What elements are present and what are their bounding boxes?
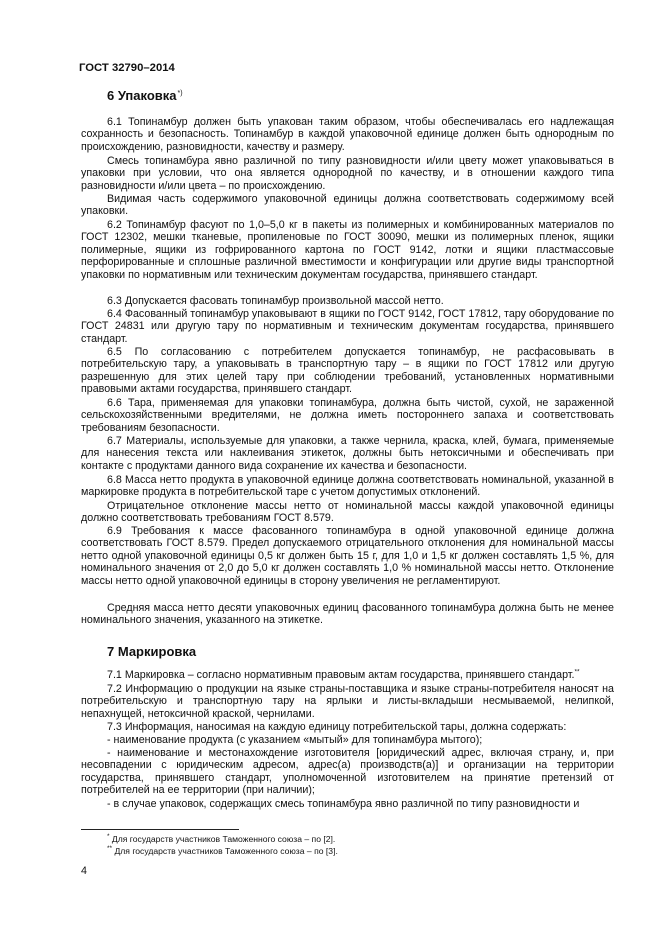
paragraph-6-9-average: Средняя масса нетто десяти упаковочных единиц фасованного топинамбура должна быть не менее номинального значения, указанного на этикетке. [81, 602, 614, 627]
paragraph-7-2: 7.2 Информацию о продукции на языке страны-поставщика и языке страны-потребителя наносят на потребительскую и транспортную тару на ярлыки и листы-вкладыши несмываемой, нелипкой, непахнущей, нетоксичной краской, чернилами. [81, 683, 614, 720]
footnote-2-mark: ** [107, 845, 113, 853]
paragraph-7-1-text: 7.1 Маркировка – согласно нормативным правовым актам государства, принявшего стандарт. [107, 669, 575, 681]
paragraph-6-8: 6.8 Масса нетто продукта в упаковочной единице должна соответствовать номинальной, указанной в маркировке продукта в потребительской таре с учетом допустимых отклонений. [81, 474, 614, 499]
paragraph-6-6: 6.6 Тара, применяемая для упаковки топинамбура, должна быть чистой, сухой, не зараженной сельскохозяйственными вредителями, не должна иметь постороннего запаха и соответствовать требованиям безопасности. [81, 397, 614, 434]
footnote-1-mark: * [107, 833, 110, 841]
section-6-title: 6 Упаковка [107, 88, 177, 103]
section-6-footnote-mark: *) [177, 89, 183, 97]
footnote-2 [81, 846, 614, 857]
paragraph-6-9: 6.9 Требования к массе фасованного топинамбура в одной упаковочной единице должна соответствовать ГОСТ 8.579. Предел допускаемого отрицательного отклонения для номинальной массы нетто одной упаковочной единицы 0,5 кг должен быть 15 г, для 1,0 и 1,5 кг должен составлять 1,5 %, для номинального значения от 2,0 до 5,0 кг должен составлять 1,0 % номинальной массы нетто. Отклонение массы нетто одной упаковочной единицы в сторону увеличения не регламентируют. [81, 525, 614, 587]
paragraph-6-1-mixture: Смесь топинамбура явно различной по типу разновидности и/или цвету может упаковываться в упаковки при условии, что она является однородной по качеству, и в отношении каждого типа разновидности и/или цвета – по происхождению. [81, 155, 614, 192]
paragraph-6-2: 6.2 Топинамбур фасуют по 1,0–5,0 кг в пакеты из полимерных и комбинированных материалов по ГОСТ 12302, мешки тканевые, пропиленовые по ГОСТ 30090, мешки из полимерных пленок, ящики полимерные, ящики из гофрированного картона по ГОСТ 9142, лотки и ящики пластмассовые перфорированные и сплошные различной вместимости и конфигурации или другие виды транспортной упаковки по нормативным или техническим документам государства, принявшего стандарт. [81, 219, 614, 281]
paragraph-7-1-footnote-mark: ** [574, 668, 580, 676]
standard-header: ГОСТ 32790–2014 [79, 62, 175, 74]
paragraph-6-1: 6.1 Топинамбур должен быть упакован таким образом, чтобы обеспечивалась его надлежащая сохранность и безопасность. Топинамбур в каждой упаковочной единице должен быть однородным по происхождению, разновидности, качеству и размеру. [81, 116, 614, 153]
footnote-1 [81, 834, 614, 845]
page-number: 4 [81, 865, 87, 877]
paragraph-6-7: 6.7 Материалы, используемые для упаковки, а также чернила, краска, клей, бумага, применяемые для нанесения текста или наклеивания этикеток, должны быть нетоксичными и обеспечивать при контакте с продуктами данного вида сохранение их качества и безопасности. [81, 435, 614, 472]
footnote-separator [81, 829, 239, 830]
paragraph-6-8-deviation: Отрицательное отклонение массы нетто от номинальной массы каждой упаковочной единицы должно соответствовать требованиям ГОСТ 8.579. [81, 500, 614, 525]
list-item-mixture: - в случае упаковок, содержащих смесь топинамбура явно различной по типу разновидности и [107, 798, 580, 810]
footnote-2-text: Для государств участников Таможенного союза – по [3]. [114, 846, 338, 856]
footnote-1-text: Для государств участников Таможенного союза – по [2]. [111, 834, 336, 844]
paragraph-6-5: 6.5 По согласованию с потребителем допускается топинамбур, не расфасовывать в потребительскую тару, а упаковывать в транспортную тару – в ящики по ГОСТ 17812 или другую разрешенную для этих целей тару при соблюдении требований, установленных нормативными правовыми актами государства, принявшего стандарт. [81, 346, 614, 396]
paragraph-6-3: 6.3 Допускается фасовать топинамбур произвольной массой нетто. [107, 295, 444, 307]
paragraph-6-1-visible: Видимая часть содержимого упаковочной единицы должна соответствовать содержимому всей упаковки. [81, 193, 614, 218]
paragraph-7-1 [81, 669, 614, 681]
section-7-heading: 7 Маркировка [107, 644, 197, 659]
paragraph-7-3: 7.3 Информация, наносимая на каждую единицу потребительской тары, должна содержать: [107, 721, 567, 733]
list-item-manufacturer: - наименование и местонахождение изготовителя [юридический адрес, включая страну, и, при несовпадении с юридическим адресом, адрес(а) производств(а)] и организации на территории государства, принявшего стандарт, уполномоченной изготовителем на принятие претензий от потребителей на ее территории (при наличии); [81, 747, 614, 797]
section-6-heading [107, 88, 183, 103]
list-item-product-name: - наименование продукта (с указанием «мытый» для топинамбура мытого); [107, 734, 483, 746]
paragraph-6-4: 6.4 Фасованный топинамбур упаковывают в ящики по ГОСТ 9142, ГОСТ 17812, тару оборудование по ГОСТ 24831 или другую тару по нормативным и техническим документам государства, принявшего стандарт. [81, 308, 614, 345]
